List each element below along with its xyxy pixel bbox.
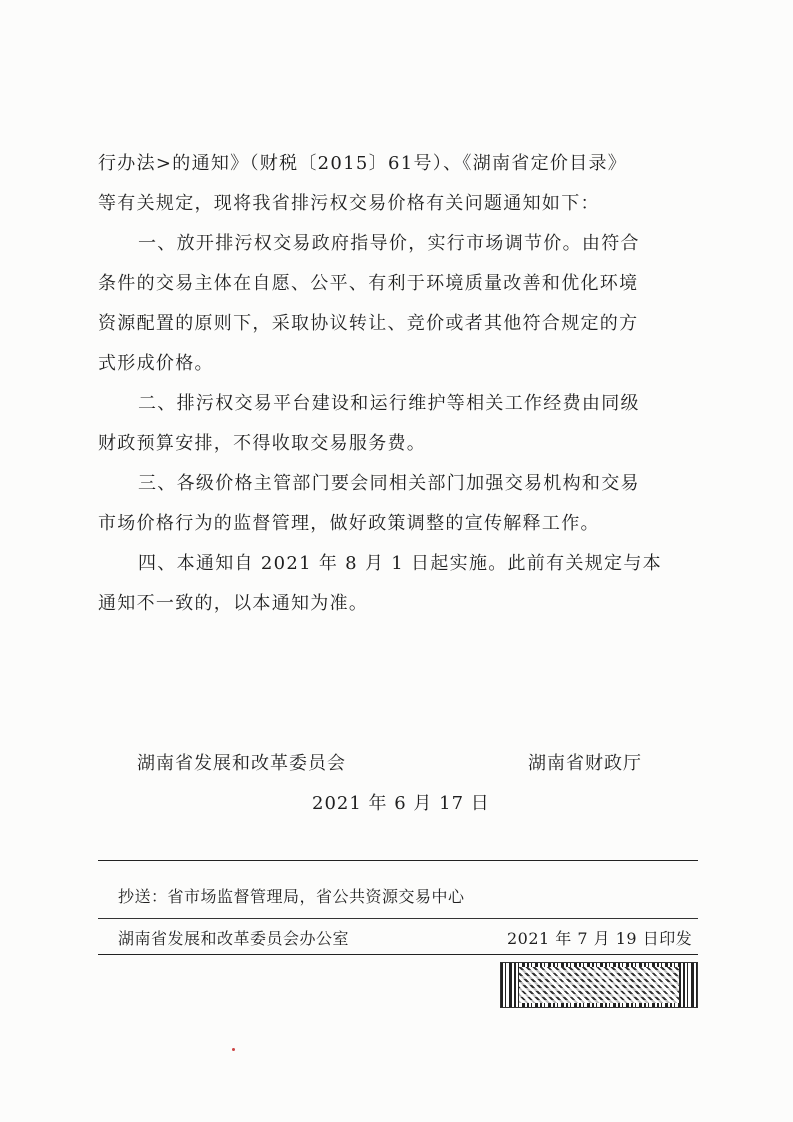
clause-3-line-2: 市场价格行为的监督管理，做好政策调整的宣传解释工作。 <box>98 513 600 534</box>
print-speck <box>232 1048 235 1051</box>
clause-4-line-1: 四、本通知自 2021 年 8 月 1 日起实施。此前有关规定与本 <box>138 553 662 574</box>
print-date: 2021 年 7 月 19 日印发 <box>507 929 693 948</box>
issuer-ndrc: 湖南省发展和改革委员会 <box>137 753 346 774</box>
barcode-icon <box>500 962 698 1008</box>
clause-2-line-1: 二、排污权交易平台建设和运行维护等相关工作经费由同级 <box>138 393 640 414</box>
clause-4-line-2: 通知不一致的，以本通知为准。 <box>98 593 369 614</box>
clause-1-line-3: 资源配置的原则下，采取协议转让、竞价或者其他符合规定的方 <box>98 313 639 334</box>
body-line-2: 等有关规定，现将我省排污权交易价格有关问题通知如下： <box>98 193 600 214</box>
issuer-finance: 湖南省财政厅 <box>528 753 642 774</box>
footer-rule-middle <box>98 918 698 919</box>
signature-date: 2021 年 6 月 17 日 <box>312 793 490 814</box>
issuing-office: 湖南省发展和改革委员会办公室 <box>118 929 350 948</box>
footer-rule-bottom <box>98 954 698 955</box>
clause-3-line-1: 三、各级价格主管部门要会同相关部门加强交易机构和交易 <box>138 473 640 494</box>
cc-line: 抄送：省市场监督管理局，省公共资源交易中心 <box>118 887 465 906</box>
clause-1-line-4: 式形成价格。 <box>98 353 214 374</box>
body-line-1: 行办法>的通知》（财税〔2015〕61号）、《湖南省定价目录》 <box>98 153 628 174</box>
barcode-pattern <box>519 967 679 1003</box>
clause-1-line-2: 条件的交易主体在自愿、公平、有利于环境质量改善和优化环境 <box>98 273 639 294</box>
clause-2-line-2: 财政预算安排，不得收取交易服务费。 <box>98 433 427 454</box>
clause-1-line-1: 一、放开排污权交易政府指导价，实行市场调节价。由符合 <box>138 233 640 254</box>
footer-rule-top <box>98 860 698 861</box>
